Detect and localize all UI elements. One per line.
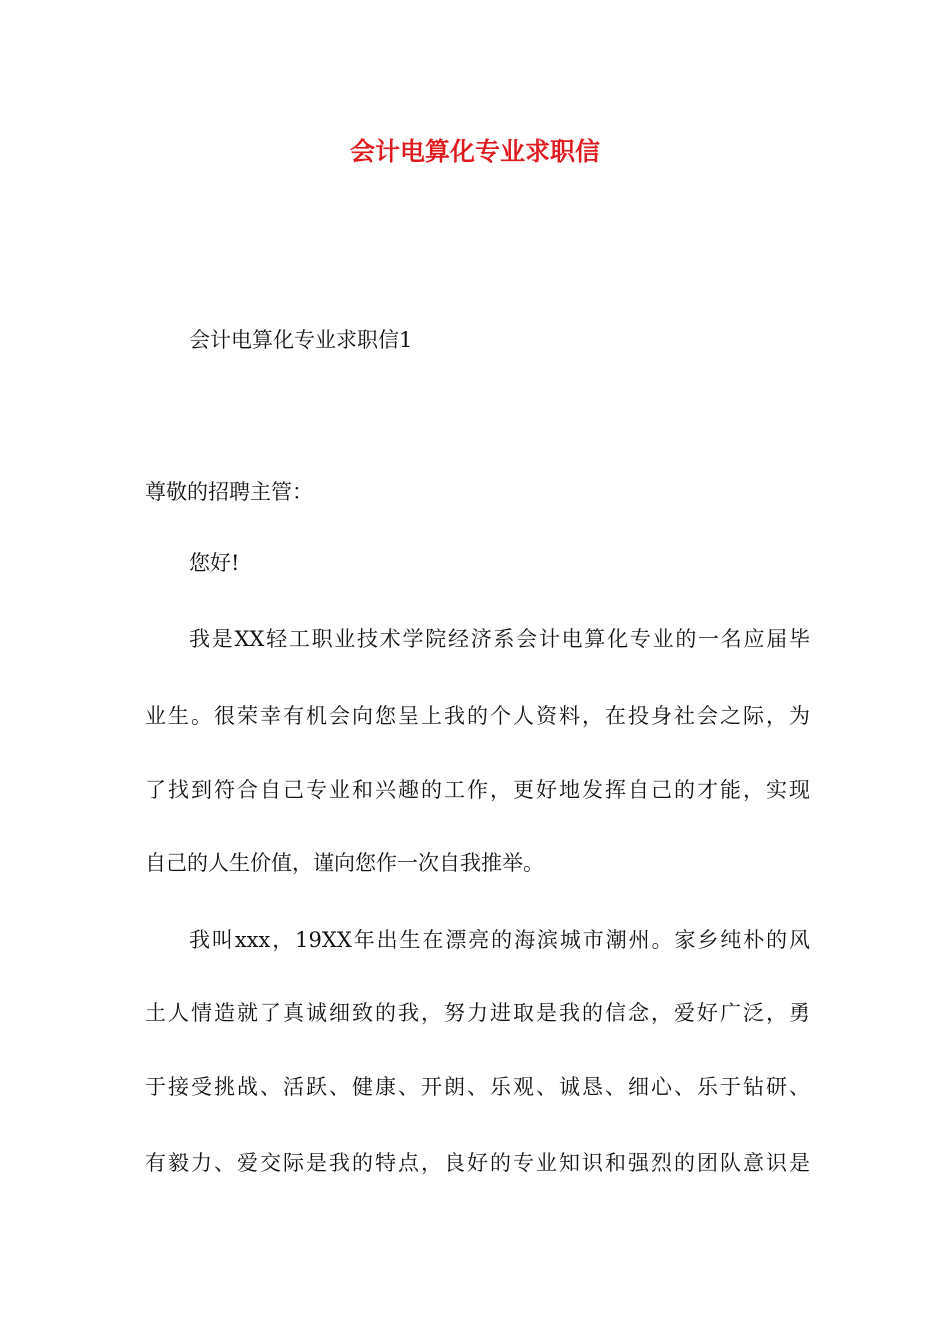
paragraph-2-line-3: 于接受挑战、活跃、健康、开朗、乐观、诚恳、细心、乐于钻研、 bbox=[145, 1075, 810, 1099]
letter-subtitle: 会计电算化专业求职信1 bbox=[189, 328, 413, 352]
paragraph-1-line-2: 业生。很荣幸有机会向您呈上我的个人资料，在投身社会之际，为 bbox=[145, 704, 810, 728]
paragraph-1-line-3: 了找到符合自己专业和兴趣的工作，更好地发挥自己的才能，实现 bbox=[145, 778, 810, 802]
paragraph-2-line-1: 我叫xxx，19XX年出生在漂亮的海滨城市潮州。家乡纯朴的风 bbox=[189, 928, 810, 952]
paragraph-2-line-2: 土人情造就了真诚细致的我，努力进取是我的信念，爱好广泛，勇 bbox=[145, 1001, 810, 1025]
greeting: 您好! bbox=[189, 551, 240, 575]
document-title: 会计电算化专业求职信 bbox=[349, 137, 600, 166]
salutation: 尊敬的招聘主管： bbox=[145, 480, 313, 504]
paragraph-1-line-1: 我是XX轻工职业技术学院经济系会计电算化专业的一名应届毕 bbox=[189, 627, 810, 651]
paragraph-2-line-4: 有毅力、爱交际是我的特点，良好的专业知识和强烈的团队意识是 bbox=[145, 1151, 810, 1175]
paragraph-1-line-4: 自己的人生价值，谨向您作一次自我推举。 bbox=[145, 851, 544, 875]
